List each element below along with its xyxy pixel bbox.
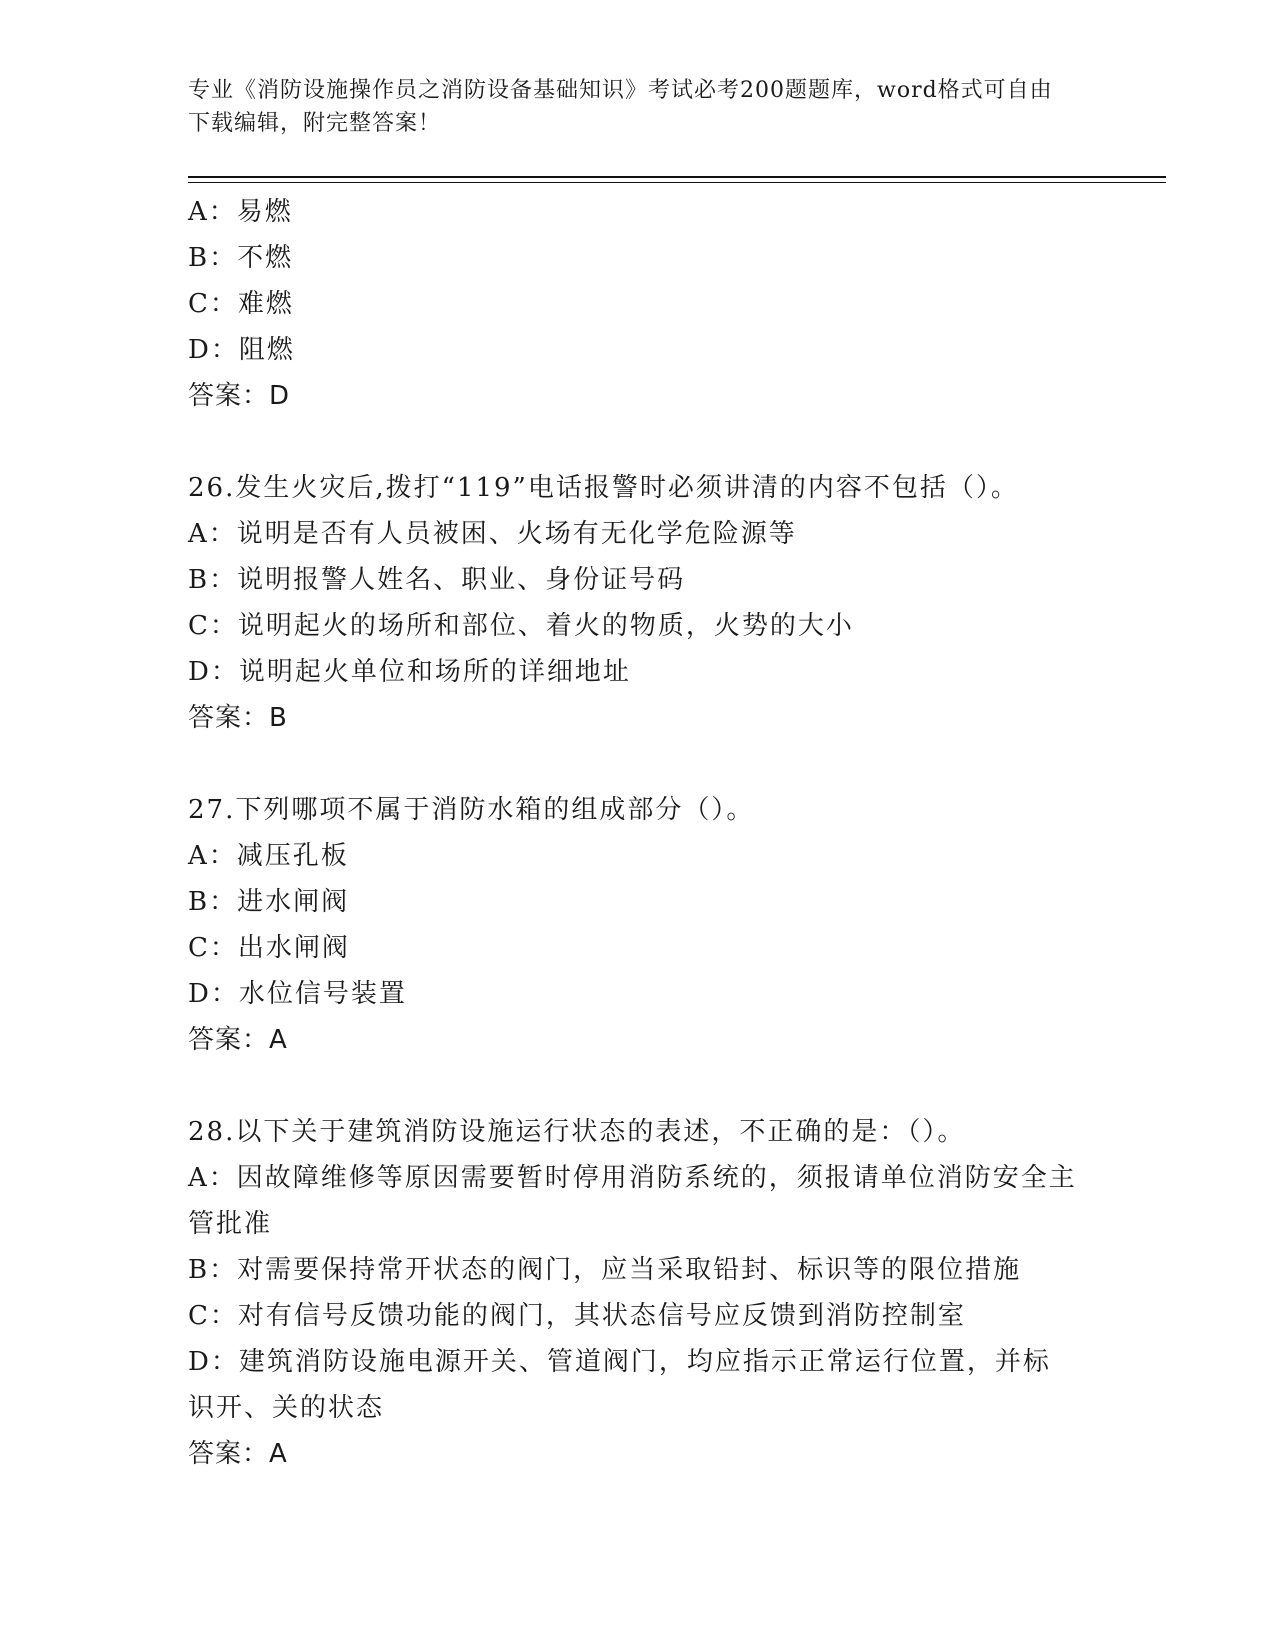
- option-c: C：难燃: [188, 289, 294, 319]
- option-a: A：易燃: [188, 197, 293, 227]
- option-c: C：说明起火的场所和部位、着火的物质，火势的大小: [188, 611, 854, 641]
- option-b: B：不燃: [188, 243, 294, 273]
- document-header: 专业《消防设施操作员之消防设备基础知识》考试必考200题题库，word格式可自由下载编辑，附完整答案！: [188, 78, 1053, 136]
- question-25: [188, 189, 1088, 419]
- answer-line: 答案：A: [188, 1439, 288, 1469]
- option-b: B：进水闸阀: [188, 887, 350, 917]
- option-b: B：对需要保持常开状态的阀门，应当采取铅封、标识等的限位措施: [188, 1255, 1022, 1285]
- option-b: B：说明报警人姓名、职业、身份证号码: [188, 565, 686, 595]
- option-a: A：减压孔板: [188, 841, 349, 871]
- header-divider-thick: [188, 176, 1166, 178]
- question-list: [188, 189, 1088, 1477]
- header-divider-thin: [188, 182, 1166, 183]
- option-d: D：建筑消防设施电源开关、管道阀门，均应指示正常运行位置，并标识开、关的状态: [188, 1347, 1051, 1423]
- option-d: D：阻燃: [188, 335, 295, 365]
- answer-line: 答案：B: [188, 703, 288, 733]
- option-a: A：因故障维修等原因需要暂时停用消防系统的，须报请单位消防安全主管批准: [188, 1163, 1077, 1239]
- question-stem: 26.发生火灾后,拨打“119”电话报警时必须讲清的内容不包括（）。: [188, 473, 1019, 503]
- answer-line: 答案：D: [188, 381, 291, 411]
- option-d: D：水位信号装置: [188, 979, 407, 1009]
- question-stem: 27.下列哪项不属于消防水箱的组成部分（）。: [188, 795, 755, 825]
- question-28: [188, 1109, 1088, 1477]
- option-c: C：出水闸阀: [188, 933, 350, 963]
- option-a: A：说明是否有人员被困、火场有无化学危险源等: [188, 519, 797, 549]
- option-c: C：对有信号反馈功能的阀门，其状态信号应反馈到消防控制室: [188, 1301, 966, 1331]
- question-26: [188, 465, 1088, 741]
- question-27: [188, 787, 1088, 1063]
- answer-line: 答案：A: [188, 1025, 288, 1055]
- question-stem: 28.以下关于建筑消防设施运行状态的表述，不正确的是：（）。: [188, 1117, 966, 1147]
- option-d: D：说明起火单位和场所的详细地址: [188, 657, 631, 687]
